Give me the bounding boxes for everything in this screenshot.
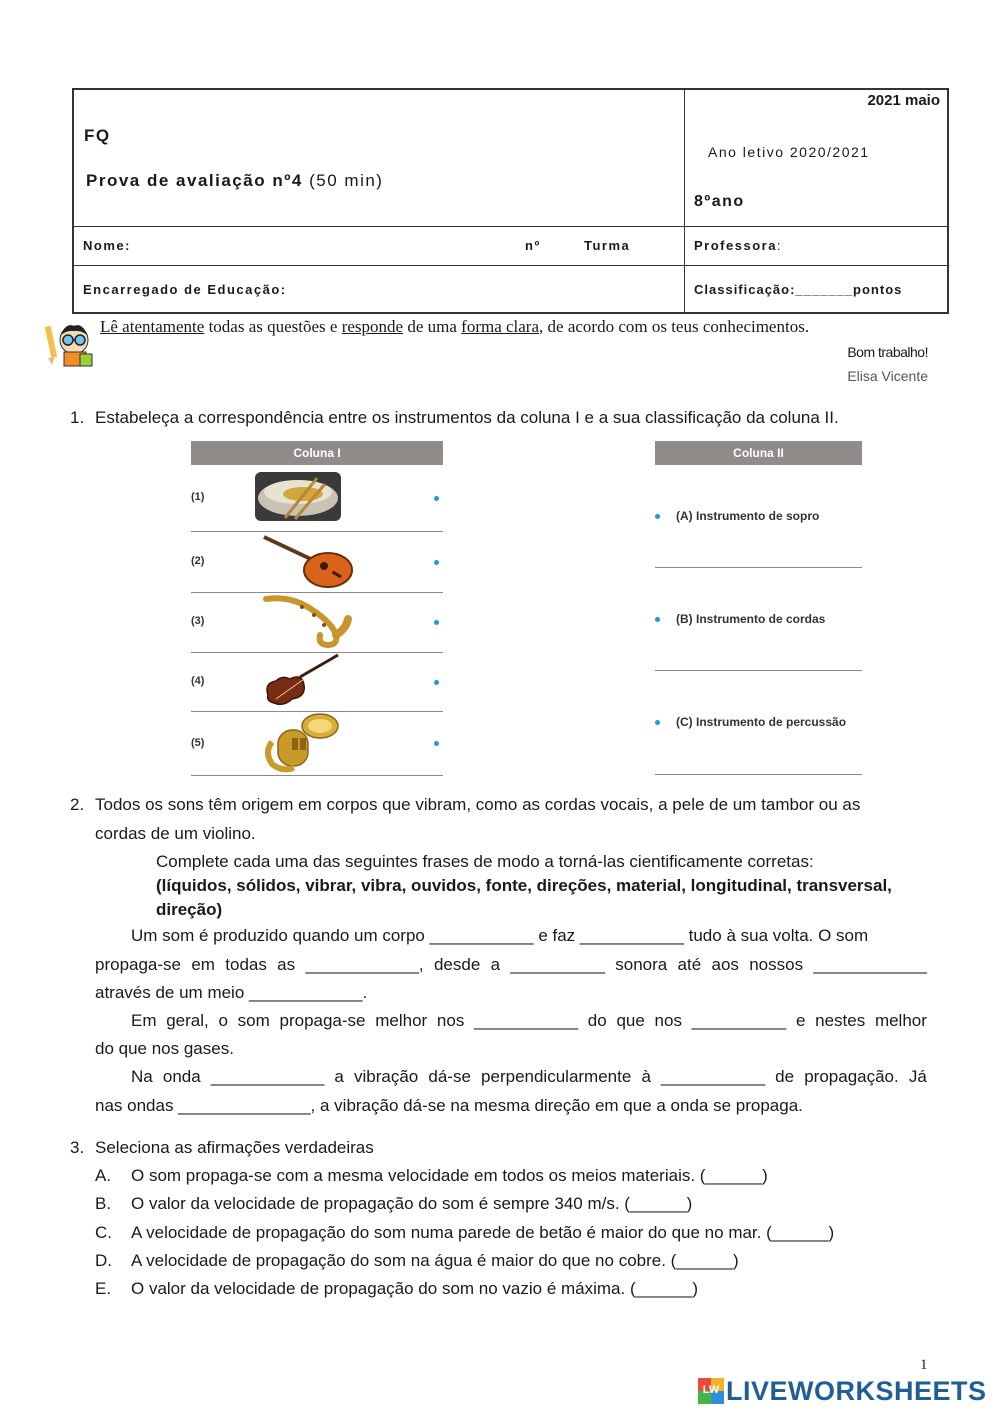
word: som: [237, 1011, 270, 1030]
header-border: [72, 88, 949, 314]
row-label: (4): [191, 675, 205, 687]
word: do: [587, 1011, 607, 1030]
violin-image: [260, 653, 340, 707]
word: Já: [908, 1067, 927, 1086]
fill-sentence[interactable]: nas ondas ______________, a vibração dá-se na mesma direção em que a onda se propaga.: [95, 1096, 803, 1115]
test-title-text: Prova de avaliação nº4: [86, 171, 303, 190]
student-mascot-icon: [44, 318, 96, 368]
row-label: (3): [191, 615, 205, 627]
teacher-colon: :: [776, 238, 783, 253]
word: propaga-se: [279, 1011, 366, 1030]
statement-a[interactable]: O som propaga-se com a mesma velocidade em todos os meios materiais. (______): [131, 1166, 768, 1185]
statement-letter: C.: [95, 1223, 112, 1242]
good-luck-text: Bom trabalho!: [847, 344, 928, 360]
school-year: Ano letivo 2020/2021: [708, 144, 870, 160]
match-dot-1[interactable]: [434, 496, 439, 501]
word: sonora: [615, 955, 668, 974]
author-name: Elisa Vicente: [847, 368, 928, 384]
page-number: 1: [920, 1357, 928, 1373]
statement-letter: A.: [95, 1166, 112, 1185]
test-title: [86, 171, 383, 191]
fill-sentence[interactable]: [131, 1011, 927, 1031]
logo-badge-text: LW: [702, 1384, 720, 1396]
word: à: [641, 1067, 651, 1086]
row-divider: [191, 531, 443, 532]
word: propaga-se: [95, 955, 182, 974]
mandolin-image: [260, 533, 354, 588]
word: vibração: [354, 1067, 419, 1086]
teacher-label: Professora: [694, 238, 777, 253]
blank[interactable]: __________: [510, 955, 605, 974]
option-wind: (A) Instrumento de sopro: [676, 509, 820, 523]
word: propagação.: [804, 1067, 899, 1086]
word: o: [218, 1011, 228, 1030]
word: as: [277, 955, 296, 974]
row-divider: [191, 775, 443, 776]
blank[interactable]: ____________: [210, 1067, 325, 1086]
option-percussion: (C) Instrumento de percussão: [676, 715, 847, 729]
intro-text: de uma: [403, 317, 462, 336]
word: em: [191, 955, 215, 974]
fill-sentence[interactable]: [95, 955, 927, 975]
word: que: [616, 1011, 645, 1030]
word: onda: [162, 1067, 201, 1086]
word: a: [490, 955, 501, 974]
test-date: 2021 maio: [867, 92, 940, 109]
score-label: Classificação:_______pontos: [694, 282, 903, 297]
word: Em: [131, 1011, 157, 1030]
match-dot-4[interactable]: [434, 680, 439, 685]
teacher-field: [694, 238, 782, 253]
number-label: nº: [525, 238, 541, 253]
option-divider: [655, 774, 862, 775]
saxophone-image: [262, 593, 352, 648]
statement-letter: D.: [95, 1251, 112, 1270]
intro-clear-form: forma clara: [461, 317, 540, 336]
column-1-header: Coluna I: [191, 441, 443, 465]
word: todas: [225, 955, 267, 974]
name-label: Nome:: [83, 238, 131, 253]
q2-line: cordas de um violino.: [95, 824, 256, 843]
fill-sentence[interactable]: [131, 1067, 927, 1087]
word: geral,: [166, 1011, 209, 1030]
blank[interactable]: __________: [691, 1011, 787, 1030]
class-label: Turma: [584, 238, 631, 253]
row-label: (2): [191, 555, 205, 567]
blank[interactable]: ___________: [661, 1067, 766, 1086]
option-strings: (B) Instrumento de cordas: [676, 612, 826, 626]
intro-read-carefully: Lê atentamente: [100, 317, 205, 336]
statement-letter: B.: [95, 1194, 112, 1213]
intro-text: todas as questões e: [204, 317, 342, 336]
word: nos: [654, 1011, 682, 1030]
liveworksheets-logo-icon: [698, 1378, 724, 1404]
column-2-header: Coluna II: [655, 441, 862, 465]
word: melhor: [375, 1011, 428, 1030]
fill-sentence[interactable]: Um som é produzido quando um corpo ___________ e faz ___________ tudo à sua volta. O som: [131, 926, 869, 945]
q2-line: Todos os sons têm origem em corpos que vibram, como as cordas vocais, a pele de um tambor ou as: [95, 795, 861, 814]
q2-number: 2.: [70, 795, 85, 814]
word: Na: [131, 1067, 153, 1086]
q3-number: 3.: [70, 1138, 85, 1157]
drum-cymbal-image: [255, 472, 341, 521]
subject: FQ: [84, 126, 111, 145]
word: aos: [711, 955, 739, 974]
statement-letter: E.: [95, 1279, 112, 1298]
fill-sentence: do que nos gases.: [95, 1039, 234, 1058]
statement-b[interactable]: O valor da velocidade de propagação do som é sempre 340 m/s. (______): [131, 1194, 693, 1213]
statement-c[interactable]: A velocidade de propagação do som numa parede de betão é maior do que no mar. (______): [131, 1223, 835, 1242]
word: nestes: [815, 1011, 866, 1030]
word: a: [334, 1067, 344, 1086]
blank[interactable]: ___________: [474, 1011, 579, 1030]
tuba-image: [262, 712, 340, 774]
word: nos: [436, 1011, 465, 1030]
match-dot-3[interactable]: [434, 620, 439, 625]
liveworksheets-brand[interactable]: LIVEWORKSHEETS: [726, 1376, 987, 1406]
q1-number: 1.: [70, 408, 85, 427]
q2-instruction: Complete cada uma das seguintes frases de modo a torná-las cientificamente corretas:: [156, 852, 814, 871]
match-dot-a[interactable]: [655, 514, 660, 519]
guardian-label: Encarregado de Educação:: [83, 282, 287, 297]
statement-d[interactable]: A velocidade de propagação do som na água é maior do que no cobre. (______): [131, 1251, 739, 1270]
word-bank: direção): [156, 900, 223, 919]
intro-instruction: [100, 317, 809, 337]
word: até: [677, 955, 702, 974]
word: e: [795, 1011, 806, 1030]
header-divider: [72, 265, 949, 266]
intro-answer: responde: [341, 317, 404, 336]
grade-year: 8ºano: [694, 193, 745, 210]
fill-sentence[interactable]: através de um meio ____________.: [95, 983, 368, 1002]
match-dot-b[interactable]: [655, 617, 660, 622]
blank[interactable]: ____________: [813, 955, 927, 974]
row-label: (1): [191, 491, 205, 503]
match-dot-5[interactable]: [434, 741, 439, 746]
match-dot-c[interactable]: [655, 720, 660, 725]
header-column-divider: [684, 88, 685, 314]
header-divider: [72, 226, 949, 227]
intro-text: , de acordo com os teus conhecimentos.: [539, 317, 810, 336]
option-divider: [655, 567, 862, 568]
blank[interactable]: ____________,: [305, 955, 424, 974]
word: perpendicularmente: [481, 1067, 632, 1086]
word: desde: [433, 955, 481, 974]
option-divider: [655, 670, 862, 671]
row-label: (5): [191, 737, 205, 749]
statement-e[interactable]: O valor da velocidade de propagação do som no vazio é máxima. (______): [131, 1279, 699, 1298]
word: melhor: [874, 1011, 927, 1030]
match-dot-2[interactable]: [434, 560, 439, 565]
word-bank: (líquidos, sólidos, vibrar, vibra, ouvidos, fonte, direções, material, longitudinal, transversal,: [156, 876, 892, 895]
q3-title: Seleciona as afirmações verdadeiras: [95, 1138, 374, 1157]
word: de: [775, 1067, 795, 1086]
word: dá-se: [428, 1067, 471, 1086]
q1-text: Estabeleça a correspondência entre os instrumentos da coluna I e a sua classificação da coluna II.: [95, 408, 839, 427]
word: nossos: [749, 955, 804, 974]
test-duration: (50 min): [309, 171, 384, 190]
